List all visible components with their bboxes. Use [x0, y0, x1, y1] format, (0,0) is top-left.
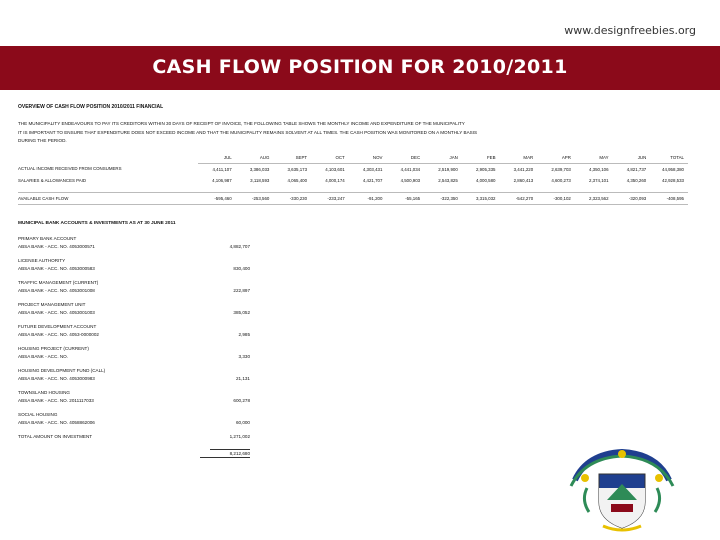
table-cell: 4,411,107 [212, 166, 232, 172]
cash-flow-table [18, 152, 688, 205]
account-label: ABSA BANK - ACC. NO. 4053001003 [18, 309, 95, 315]
table-cell: -322,350 [424, 192, 462, 204]
account-title: SOCIAL HOUSING [18, 411, 58, 417]
account-title: TOWNSLAND HOUSING [18, 389, 70, 395]
account-row [18, 397, 278, 405]
account-title: PRIMARY BANK ACCOUNT [18, 235, 77, 241]
table-row [18, 163, 688, 175]
col-header: NOV [349, 152, 387, 164]
sum-line [210, 449, 250, 450]
table-cell: -91,200 [349, 192, 387, 204]
intro-line: THE MUNICIPALITY ENDEAVOURS TO PAY ITS CREDITORS WITHIN 30 DAYS OF RECEIPT OF INVOICE, THE FOLLOWING TABLE SHOWS THE MONTHLY INCOME AND EXPENDITURE OF THE MUNICIPALITY [18, 121, 465, 126]
account-label: ABSA BANK - ACC. NO. 2011117033 [18, 397, 94, 403]
table-cell: 44,958,380 [662, 166, 684, 172]
table-cell: 4,421,707 [362, 177, 383, 183]
col-header: MAR [500, 152, 538, 164]
col-header: FEB [462, 152, 500, 164]
col-header: JUL [198, 152, 236, 164]
table-cell: 4,000,174 [325, 177, 345, 183]
table-cell: 2,323,562 [575, 192, 613, 204]
col-header: JAN [424, 152, 462, 164]
table-cell: -55,165 [386, 192, 424, 204]
account-row [18, 265, 278, 273]
table-cell: 2,543,825 [438, 177, 458, 183]
table-cell: 2,639,703 [551, 166, 571, 172]
account-label: ABSA BANK - ACC. NO. 4053000583 [18, 265, 95, 271]
table-row [18, 175, 688, 186]
account-label: ABSA BANK - ACC. NO. 4053000983 [18, 375, 95, 381]
account-title: FUTURE DEVELOPMENT ACCOUNT [18, 323, 97, 329]
account-value: 385,052 [233, 309, 250, 315]
page-title: CASH FLOW POSITION FOR 2010/2011 [152, 56, 568, 78]
table-cell: 2,860,413 [513, 177, 534, 183]
table-cell: 4,350,106 [589, 166, 609, 172]
account-label: ABSA BANK - ACC. NO. [18, 353, 69, 359]
account-label: ABSA BANK - ACC. NO. 4053000571 [18, 243, 95, 249]
table-cell: 4,441,034 [400, 166, 421, 172]
col-header: SEPT [273, 152, 311, 164]
account-value: 60,000 [235, 419, 250, 425]
col-header: DEC [386, 152, 424, 164]
row-label: SALARIES & ALLOWANCES PAID [18, 177, 87, 183]
account-title: HOUSING DEVELOPMENT FUND (CALL) [18, 367, 106, 373]
table-cell: 4,821,737 [626, 166, 647, 172]
municipal-crest-icon [567, 440, 677, 536]
table-cell: 3,441,220 [513, 166, 534, 172]
table-total-row [18, 192, 688, 204]
col-header: AUG [236, 152, 274, 164]
col-header: JUN [613, 152, 651, 164]
table-cell: 4,103,601 [325, 166, 345, 172]
table-cell: 2,905,335 [475, 166, 496, 172]
col-header: OCT [311, 152, 349, 164]
table-cell: 4,350,260 [626, 177, 647, 183]
total-investment-label: TOTAL AMOUNT ON INVESTMENT [18, 433, 93, 439]
account-title: HOUSING PROJECT (CURRENT) [18, 345, 89, 351]
account-label: ABSA BANK - ACC. NO. 4053001008 [18, 287, 95, 293]
overview-heading: OVERVIEW OF CASH FLOW POSITION 2010/2011 FINANCIAL [18, 104, 164, 110]
account-title: TRAFFIC MANAGEMENT (CURRENT) [18, 279, 99, 285]
table-cell: 2,374,101 [589, 177, 609, 183]
table-cell: 3,386,033 [249, 166, 270, 172]
table-cell: -408,595 [650, 192, 688, 204]
report-content [18, 104, 688, 459]
table-cell: -330,230 [273, 192, 311, 204]
intro-line: DURING THE PERIOD. [18, 138, 67, 143]
table-cell: 4,600,273 [551, 177, 571, 183]
table-cell: -595,460 [198, 192, 236, 204]
table-cell: 4,065,400 [287, 177, 308, 183]
account-row [18, 375, 278, 383]
table-header-blank [18, 152, 198, 164]
account-title: PROJECT MANAGEMENT UNIT [18, 301, 86, 307]
table-cell: 2,519,900 [438, 166, 458, 172]
table-cell: -233,247 [311, 192, 349, 204]
table-cell: -320,093 [613, 192, 651, 204]
account-value: 21,131 [235, 375, 250, 381]
table-cell: 3,315,032 [462, 192, 500, 204]
table-cell: -300,102 [537, 192, 575, 204]
website-url[interactable]: www.designfreebies.org [564, 24, 696, 37]
table-cell: -253,560 [236, 192, 274, 204]
col-header: MAY [575, 152, 613, 164]
total-investment-value: 1,271,002 [229, 433, 250, 439]
account-row [18, 419, 278, 427]
account-row [18, 287, 278, 295]
account-row [18, 243, 278, 251]
account-label: ABSA BANK - ACC. NO. 4058862006 [18, 419, 95, 425]
account-value: 600,278 [233, 397, 250, 403]
account-value: 830,400 [233, 265, 250, 271]
intro-text [18, 120, 688, 146]
grand-total-value: 8,212,680 [200, 451, 250, 458]
account-value: 3,330 [238, 353, 250, 359]
account-value: 2,985 [238, 331, 250, 337]
table-cell: 42,928,533 [662, 177, 684, 183]
total-row-label: AVAILABLE CASH FLOW [18, 192, 198, 204]
account-value: 222,897 [233, 287, 250, 293]
grand-total [18, 447, 278, 459]
table-header-row [18, 152, 688, 164]
bank-accounts-list [18, 235, 278, 459]
table-cell: -542,270 [500, 192, 538, 204]
account-title: LICENSE AUTHORITY [18, 257, 66, 263]
bank-accounts-heading: MUNICIPAL BANK ACCOUNTS & INVESTMENTS AS AT 30 JUNE 2011 [18, 220, 176, 226]
col-header: APR [537, 152, 575, 164]
row-label: ACTUAL INCOME RECEIVED FROM CONSUMERS [18, 166, 122, 172]
table-cell: 4,106,987 [212, 177, 232, 183]
col-header: TOTAL [650, 152, 688, 164]
account-row [18, 353, 278, 361]
table-cell: 4,500,903 [400, 177, 421, 183]
table-cell: 4,303,431 [362, 166, 383, 172]
intro-line: IT IS IMPORTANT TO ENSURE THAT EXPENDITURE DOES NOT EXCEED INCOME AND THAT THE MUNICIPALITY REMAINS SOLVENT AT ALL TIMES. THE CASH POSITION WAS MONITORED ON A MONTHLY BASIS [18, 129, 478, 135]
account-value: 4,882,707 [229, 243, 250, 249]
account-label: ABSA BANK - ACC. NO. 4053-0000002 [18, 331, 99, 337]
total-investment-row [18, 433, 278, 441]
table-cell: 3,635,173 [287, 166, 308, 172]
table-cell: 4,000,580 [475, 177, 496, 183]
account-row [18, 309, 278, 317]
table-cell: 3,118,593 [250, 177, 270, 183]
account-row [18, 331, 278, 339]
